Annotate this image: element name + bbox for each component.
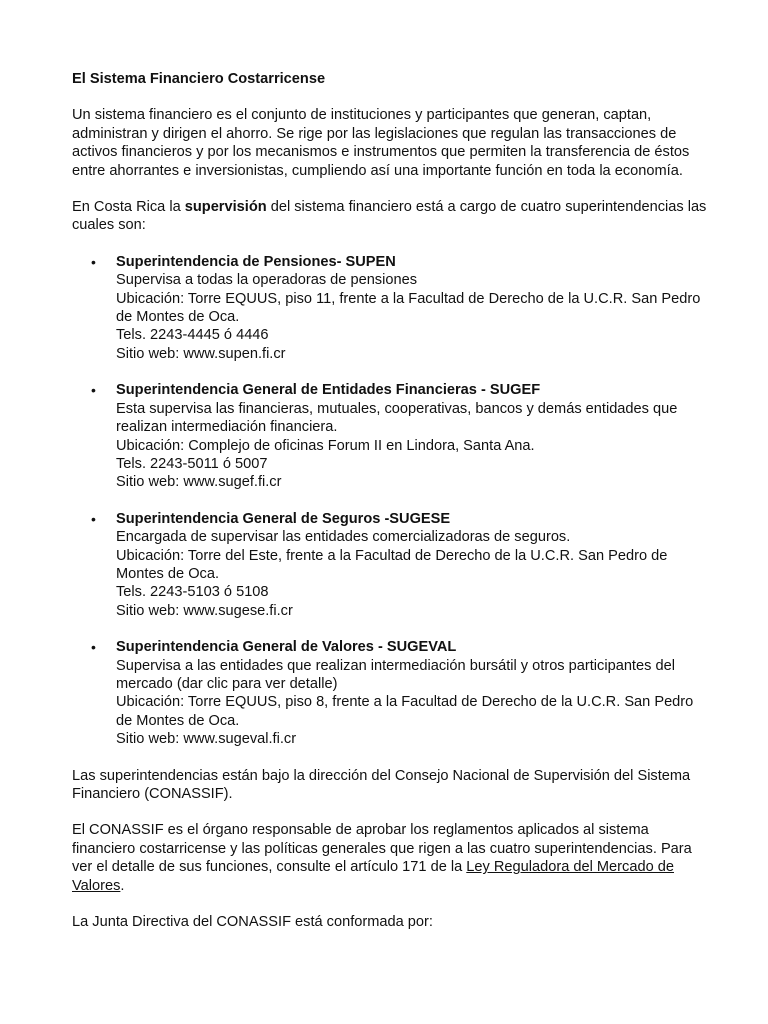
item-line: Ubicación: Torre del Este, frente a la Facultad de Derecho de la U.C.R. San Pedro de Montes de Oca. [116, 547, 668, 582]
item-line: Sitio web: www.supen.fi.cr [116, 345, 286, 362]
item-line: Encargada de supervisar las entidades comercializadoras de seguros. [116, 529, 571, 546]
item-line: Sitio web: www.sugef.fi.cr [116, 474, 282, 491]
bullet-icon: • [91, 639, 96, 656]
item-line: Supervisa a todas la operadoras de pensiones [116, 272, 417, 289]
item-line: Sitio web: www.sugese.fi.cr [116, 602, 293, 619]
supervision-bold-word: supervisión [184, 199, 267, 216]
supervision-text-after: del sistema financiero está a cargo de cuatro superintendencias las cuales son: [72, 199, 707, 234]
superintendencias-list [72, 253, 712, 749]
list-item-sugese [72, 510, 712, 620]
item-title: Superintendencia de Pensiones- SUPEN [116, 253, 396, 270]
item-line: Sitio web: www.sugeval.fi.cr [116, 731, 297, 748]
bullet-icon: • [91, 253, 96, 270]
item-title: Superintendencia General de Entidades Financieras - SUGEF [116, 382, 541, 399]
item-title: Superintendencia General de Seguros -SUGESE [116, 510, 451, 527]
list-item-sugef [72, 381, 712, 491]
functions-text-before: El CONASSIF es el órgano responsable de aprobar los reglamentos aplicados al sistema financiero costarricense y las políticas generales que rigen a las cuatro superintendencias. Para ver el detalle de sus funciones, consulte el artículo 171 de la [72, 822, 692, 876]
document-title: El Sistema Financiero Costarricense [72, 71, 326, 87]
bullet-icon: • [91, 382, 96, 399]
item-line: Tels. 2243-5103 ó 5108 [116, 584, 269, 601]
intro-paragraph: Un sistema financiero es el conjunto de instituciones y participantes que generan, captan, administran y dirigen el ahorro. Se rige por las legislaciones que regulan las transacciones de activos financieros y por los mecanismos e instrumentos que permiten la transferencia de éstos entre ahorrantes e inversionistas, cumpliendo así una importante función en toda la economía. [72, 107, 690, 179]
item-title: Superintendencia General de Valores - SUGEVAL [116, 639, 457, 656]
item-line: Ubicación: Complejo de oficinas Forum II en Lindora, Santa Ana. [116, 437, 535, 454]
item-line: Ubicación: Torre EQUUS, piso 8, frente a la Facultad de Derecho de la U.C.R. San Pedro de Montes de Oca. [116, 694, 694, 729]
functions-paragraph [72, 821, 712, 895]
item-line: Tels. 2243-4445 ó 4446 [116, 327, 269, 344]
item-line-detail-link[interactable]: Supervisa a las entidades que realizan intermediación bursátil y otros participantes del mercado (dar clic para ver detalle) [116, 657, 675, 692]
item-line: Esta supervisa las financieras, mutuales, cooperativas, bancos y demás entidades que realizan intermediación financiera. [116, 400, 678, 436]
list-item-sugeval [72, 638, 712, 748]
junta-paragraph: La Junta Directiva del CONASSIF está conformada por: [72, 914, 433, 931]
conassif-paragraph: Las superintendencias están bajo la dirección del Consejo Nacional de Supervisión del Sistema Financiero (CONASSIF). [72, 767, 691, 802]
item-line: Tels. 2243-5011 ó 5007 [116, 455, 268, 472]
list-item-supen [72, 253, 712, 363]
supervision-text-before: En Costa Rica la [72, 199, 185, 216]
item-line: Ubicación: Torre EQUUS, piso 11, frente a la Facultad de Derecho de la U.C.R. San Pedro de Montes de Oca. [116, 290, 701, 326]
ley-reguladora-link[interactable]: Ley Reguladora del Mercado de Valores [72, 859, 674, 894]
document-page [72, 70, 712, 949]
supervision-paragraph [72, 198, 712, 235]
functions-text-after: . [120, 877, 125, 894]
bullet-icon: • [91, 510, 96, 527]
